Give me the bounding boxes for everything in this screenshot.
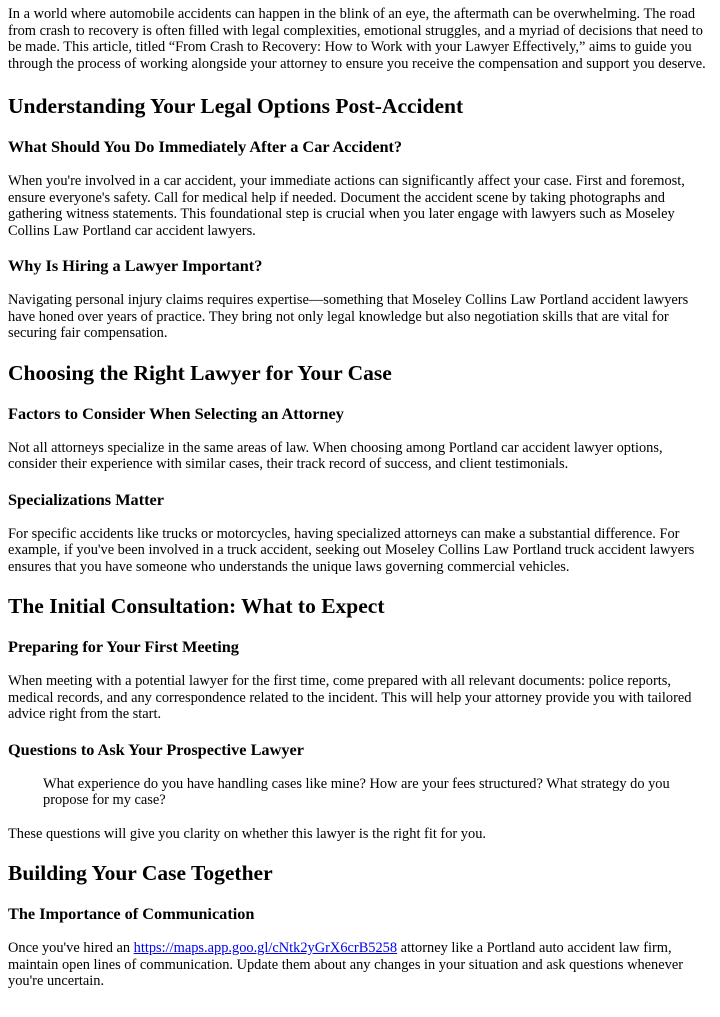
questions-blockquote: What experience do you have handling cases like mine? How are your fees structured? What strategy do you propose for my case? xyxy=(43,775,670,808)
paragraph-communication xyxy=(8,940,712,990)
subheading-specializations: Specializations Matter xyxy=(8,489,164,509)
paragraph-specializations: For specific accidents like trucks or motorcycles, having specialized attorneys can make a substantial difference. For example, if you've been involved in a truck accident, seeking out Moseley Collins Law Portland truck accident lawyers ensures that you have someone who understands the unique laws governing commercial vehicles. xyxy=(8,525,695,575)
subheading-communication: The Importance of Communication xyxy=(8,904,255,923)
subheading-factors: Factors to Consider When Selecting an Attorney xyxy=(8,403,344,423)
section-heading-initial-consultation: The Initial Consultation: What to Expect xyxy=(8,594,385,618)
section-heading-choosing-lawyer: Choosing the Right Lawyer for Your Case xyxy=(8,360,392,385)
paragraph-questions-clarity: These questions will give you clarity on whether this lawyer is the right fit for you. xyxy=(8,825,486,842)
subheading-immediate-actions: What Should You Do Immediately After a Car Accident? xyxy=(8,137,403,156)
subheading-why-hire-lawyer: Why Is Hiring a Lawyer Important? xyxy=(8,256,263,275)
paragraph-first-meeting: When meeting with a potential lawyer for the first time, come prepared with all relevant documents: police reports, medical records, and any correspondence related to the incident. This will help your attorney provide you with tailored advice right from the start. xyxy=(8,673,692,722)
section-heading-building-case: Building Your Case Together xyxy=(8,861,273,885)
subheading-questions: Questions to Ask Your Prospective Lawyer xyxy=(8,739,304,759)
paragraph-immediate-actions: When you're involved in a car accident, your immediate actions can significantly affect your case. First and foremost, ensure everyone's safety. Call for medical help if needed. Document the accident scene by taking photographs and gathering witness statements. This foundational step is crucial when you later engage with lawyers such as Moseley Collins Law Portland car accident lawyers. xyxy=(8,173,685,239)
communication-text-after: attorney like a Portland auto accident law firm, maintain open lines of communication. Update them about any changes in your situation and ask questions whenever you're uncertain. xyxy=(8,940,683,989)
intro-paragraph: In a world where automobile accidents can happen in the blink of an eye, the aftermath can be overwhelming. The road from crash to recovery is often filled with legal complexities, emotional struggles, and a myriad of decisions that need to be made. This article, titled “From Crash to Recovery: How to Work with your Lawyer Effectively,” aims to guide you through the process of working alongside your attorney to ensure you receive the compensation and support you deserve. xyxy=(8,6,706,72)
section-heading-legal-options: Understanding Your Legal Options Post-Accident xyxy=(8,94,464,118)
subheading-first-meeting: Preparing for Your First Meeting xyxy=(8,637,239,656)
paragraph-factors: Not all attorneys specialize in the same areas of law. When choosing among Portland car accident lawyer options, consider their experience with similar cases, their track record of success, and client testimonials. xyxy=(8,439,663,472)
paragraph-why-hire-lawyer: Navigating personal injury claims requires expertise—something that Moseley Collins Law Portland accident lawyers have honed over years of practice. They bring not only legal knowledge but also negotiation skills that are vital for securing fair compensation. xyxy=(8,292,689,341)
maps-link[interactable]: https://maps.app.goo.gl/cNtk2yGrX6crB5258 xyxy=(133,940,398,956)
communication-text-before: Once you've hired an xyxy=(8,940,134,956)
